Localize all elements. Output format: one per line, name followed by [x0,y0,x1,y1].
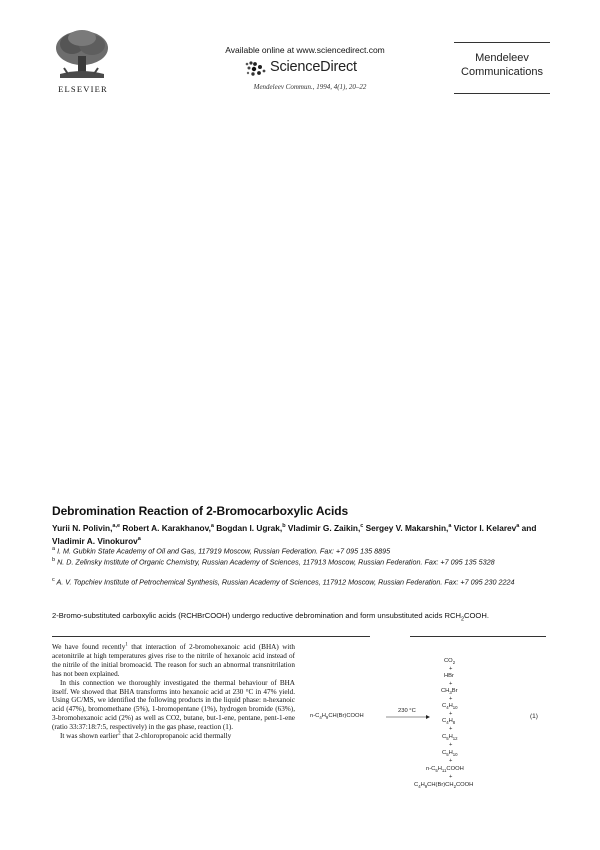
product-c5h10: $C_5H_{10}$ [442,750,458,758]
abstract: 2-Bromo-substituted carboxylic acids (RCHBrCOOH) undergo reductive debromination and form unsubstituted acids $RCH_2COOH$. [52,611,489,623]
paragraph-1: We have found recently$^1$ that interaction of 2-bromohexanoic acid (BHA) with acetonitrile at high temperatures gives rise to the nitrile of hexanoic acid instead of the nitrile of the initial bromoacid. The reason for such an abnormal transnitrilation has not been explained. [52,642,295,678]
reaction-scheme [300,640,560,800]
product-co2: $CO_2$ [444,658,456,666]
product-c5h12: $C_5H_{12}$ [442,734,458,742]
author-affiliation-mark: b [282,523,286,529]
author-name: Robert A. Karakhanov, [120,522,211,533]
sciencedirect-dots-icon [244,60,266,78]
plus-sign: + [449,681,453,687]
plus-sign: + [449,696,453,702]
product-c4h10: $C_4H_{10}$ [442,703,458,711]
abstract-rule-right [410,636,546,637]
elsevier-tree-logo [52,28,112,80]
product-c4h8: $C_4H_8$ [442,718,456,726]
product-ch3br: $CH_3Br$ [441,688,458,696]
author-name: Yurii N. Polivin, [52,522,113,533]
author-name: and Vladimir A. Vinokurov [52,522,537,546]
available-online-text: Available online at www.sciencedirect.com [225,45,385,55]
journal-name [454,51,550,79]
plus-sign: + [449,711,453,717]
journal-top-rule [454,42,550,43]
author-affiliation-mark: a,e [112,523,121,529]
author-affiliation-mark: c [360,523,364,529]
journal-name-line2: Communications [461,66,543,78]
author-affiliation-mark: a [448,523,452,529]
author-name: Vladimir G. Zaikin, [285,522,361,533]
plus-sign: + [449,726,453,732]
affiliation-b: $^b$ N. D. Zelinsky Institute of Organic Chemistry, Russian Academy of Sciences, 117913 Moscow, Russian Federation. Fax: +7 095 135 5328 [52,557,495,567]
journal-bottom-rule [454,93,550,94]
body-text [52,643,295,741]
author-name: Bogdan I. Ugrak, [213,522,283,533]
product-hexanoic-acid: $n-C_5H_{11}COOH$ [426,766,464,774]
paragraph-3: It was shown earlier$^2$ that 2-chloropropanoic acid thermally [60,731,232,741]
scheme-number: (1) [530,713,538,720]
scheme-condition: 230 °C [398,708,416,714]
sciencedirect-logo [244,58,394,80]
publisher-name: ELSEVIER [58,84,108,94]
plus-sign: + [449,758,453,764]
author-affiliation-mark: a [137,535,141,542]
sciencedirect-wordmark: ScienceDirect [270,59,357,75]
author-affiliation-mark: a [516,523,520,529]
journal-name-line1: Mendeleev [475,52,529,64]
plus-sign: + [449,742,453,748]
author-name: Victor I. Kelarev [451,522,517,533]
product-hbr: HBr [444,673,454,679]
author-affiliation-mark: a [210,523,214,529]
affiliation-a: $^a$ I. M. Gubkin State Academy of Oil and Gas, 117919 Moscow, Russian Federation. Fax: +7 095 135 8895 [52,546,391,556]
abstract-rule-left [52,636,370,637]
plus-sign: + [449,666,453,672]
affiliation-c: $^c$ A. V. Topchiev Institute of Petrochemical Synthesis, Russian Academy of Sciences, 117912 Moscow, Russian Federation. Fax: +7 095 230 2224 [52,577,515,587]
scheme-reactant: $n-C_4H_9CH(Br)COOH$ [310,713,364,721]
plus-sign: + [449,774,453,780]
article-title: Debromination Reaction of 2-Bromocarboxylic Acids [52,504,349,518]
paragraph-2: In this connection we thoroughly investigated the thermal behaviour of BHA itself. We showed that BHA transforms into hexanoic acid at 230 °C in 47% yield. Using GC/MS, we identified the following products in the liquid phase: n-hexanoic acid (47%), bromomethane (5%), 1-bromopentane (1%), hydrogen bromide (63%), 3-bromohexanoic acid (2%) as well as CO2, butane, but-1-ene, pentane, pent-1-ene (ratio 33:37:18:7:5, respectively) in the gas phase, reaction (1). [52,678,295,732]
author-list [52,521,562,547]
scheme-arrow-icon [386,714,430,720]
journal-citation: Mendeleev Commun., 1994, 4(1), 20–22 [253,83,367,91]
product-3-bromohexanoic-acid: $C_4H_9CH(Br)CH_2COOH$ [414,782,474,790]
author-name: Sergey V. Makarshin, [363,522,449,533]
